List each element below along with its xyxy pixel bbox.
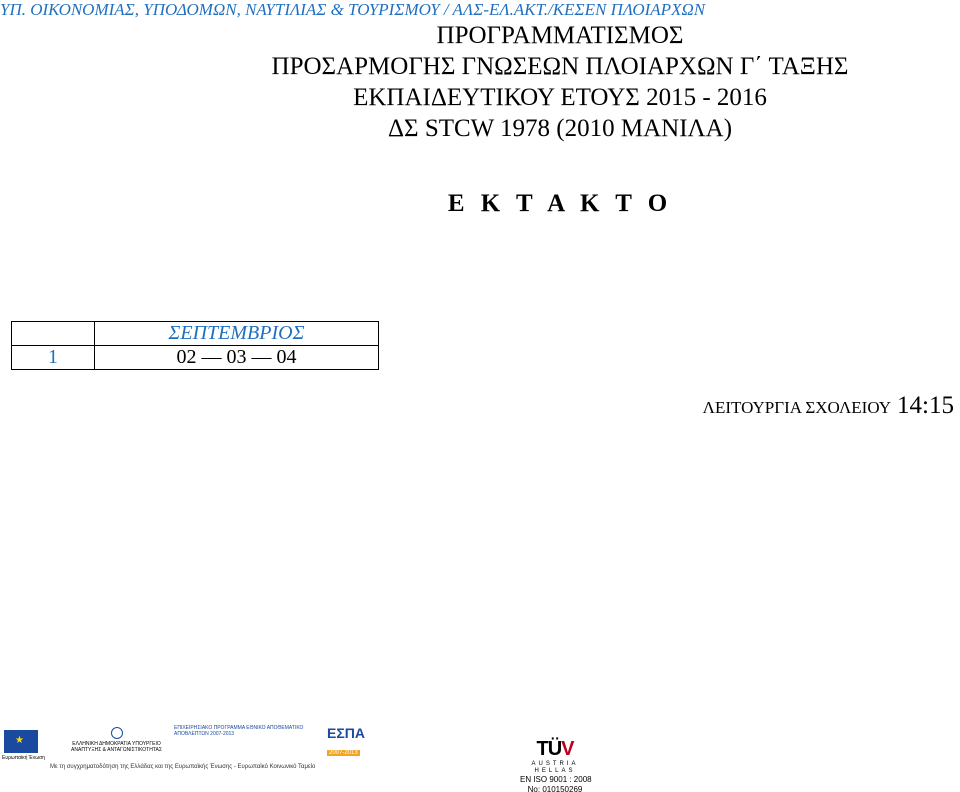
eu-flag-logo [4, 730, 38, 753]
school-operation-time: 14:15 [897, 392, 954, 419]
title-programming: ΠΡΟΓΡΑΜΜΑΤΙΣΜΟΣ [436, 22, 684, 49]
espa-years: 2007-2013 [329, 750, 358, 756]
eu-label: Ευρωπαϊκή Ένωση [2, 755, 45, 761]
schedule-dates: 02 — 03 — 04 [95, 346, 379, 370]
espa-label: ΕΣΠΑ [327, 725, 365, 741]
document-titles [0, 20, 960, 144]
iso-standard: EN ISO 9001 : 2008 [520, 775, 592, 784]
title-stcw: ΔΣ STCW 1978 (2010 ΜΑΝΙΛΑ) [387, 115, 733, 142]
tuv-subtitle: AUSTRIA HELLAS [531, 761, 579, 774]
title-academic-year: ΕΚΠΑΙΔΕΥΤΙΚΟΥ ΕΤΟΥΣ 2015 - 2016 [353, 84, 767, 111]
cofunding-caption: Με τη συγχρηματοδότηση της Ελλάδας και της Ευρωπαϊκής Ένωσης - Ευρωπαϊκό Κοινωνικό Ταμείο [50, 764, 316, 770]
row-number: 1 [12, 346, 95, 370]
table-row [12, 346, 379, 370]
eu-stars-icon: ★ [15, 735, 24, 746]
ministry-logo-label: ΕΛΛΗΝΙΚΗ ΔΗΜΟΚΡΑΤΙΑ ΥΠΟΥΡΓΕΙΟ ΑΝΑΠΤΥΞΗΣ & ΑΝΤΑΓΩΝΙΣΤΙΚΟΤΗΤΑΣ [71, 741, 162, 753]
table-cell-empty [12, 322, 95, 346]
extraordinary-label: Ε Κ Τ Α Κ Τ Ο [447, 190, 673, 217]
greek-emblem-icon [111, 727, 123, 739]
espa-logo [327, 725, 385, 761]
ministry-header-line: ΥΠ. ΟΙΚΟΝΟΜΙΑΣ, ΥΠΟΔΟΜΩΝ, ΝΑΥΤΙΛΙΑΣ & ΤΟΥΡΙΣΜΟΥ / ΑΛΣ-ΕΛ.ΑΚΤ./ΚΕΣΕΝ ΠΛΟΙΑΡΧΩΝ [0, 0, 706, 19]
school-operation [703, 392, 954, 420]
program-logo: ΕΠΙΧΕΙΡΗΣΙΑΚΟ ΠΡΟΓΡΑΜΜΑ ΕΘΝΙΚΟ ΑΠΟΘΕΜΑΤΙΚΟ ΑΠΟΒΛΕΠΤΩΝ 2007-2013 [174, 725, 304, 737]
school-operation-label: ΛΕΙΤΟΥΡΓΙΑ ΣΧΟΛΕΙΟΥ [702, 398, 892, 417]
certificate-number: No: 010150269 [527, 785, 583, 792]
month-header: ΣΕΠΤΕΜΒΡΙΟΣ [95, 322, 379, 346]
title-course: ΠΡΟΣΑΡΜΟΓΗΣ ΓΝΩΣΕΩΝ ΠΛΟΙΑΡΧΩΝ Γ΄ ΤΑΞΗΣ [271, 53, 849, 80]
table-row [12, 322, 379, 346]
tuv-logo: TÜV [536, 738, 574, 760]
tuv-certification [520, 738, 590, 792]
schedule-table [11, 321, 379, 370]
ministry-logo [64, 727, 169, 761]
